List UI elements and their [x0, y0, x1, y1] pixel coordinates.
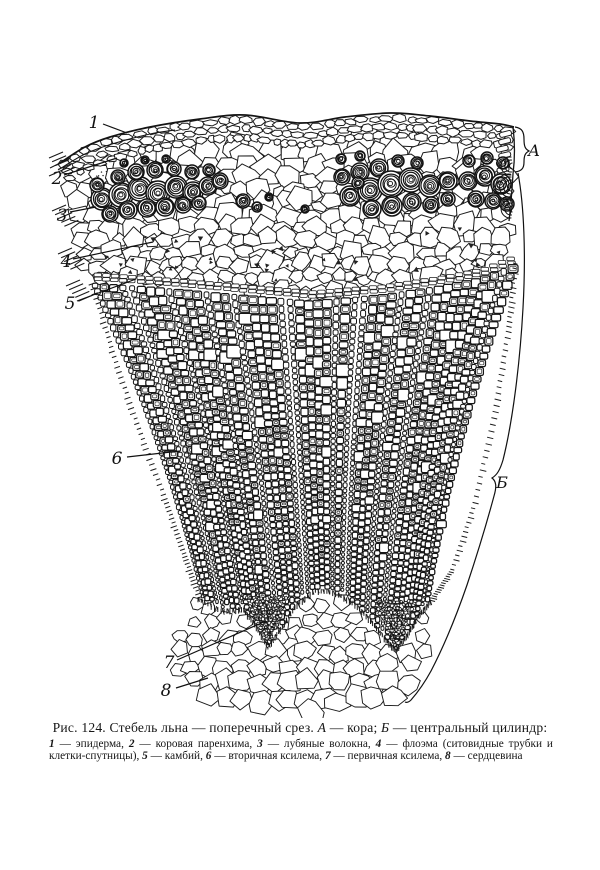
figure-legend [49, 738, 553, 764]
region-label-1: 1 [88, 113, 100, 133]
region-label-7: 7 [163, 653, 175, 673]
legend-item: 3 — лубяные волокна, [257, 737, 376, 750]
leader-1 [103, 124, 127, 133]
region-label-2: 2 [51, 169, 63, 189]
legend-item: 8 — сердцевина [445, 750, 523, 763]
figure-caption-title [20, 720, 580, 735]
caption-text: — центральный цилиндр: [389, 720, 548, 735]
legend-item-number: 4 [375, 737, 382, 750]
region-label-6: 6 [111, 449, 123, 469]
region-label-8: 8 [160, 681, 172, 701]
caption-letter: А [317, 720, 327, 735]
legend-item: 2 — коровая паренхима, [128, 737, 258, 750]
legend-item-number: 2 [128, 737, 135, 750]
region-label-3: 3 [56, 206, 68, 226]
region-label-B: Б [496, 473, 508, 492]
caption-letter: Б [381, 720, 390, 735]
legend-item: 4 — флоэма (ситовидные трубки и клетки-спутницы), [49, 737, 553, 763]
legend-item-number: 3 [257, 737, 263, 750]
cortex-brace [515, 127, 529, 172]
legend-item-number: 5 [142, 750, 148, 763]
legend-item: 7 — первичная ксилема, [324, 750, 446, 763]
tissue-drawing [49, 113, 519, 718]
legend-item-number: 7 [324, 750, 331, 763]
legend-item-number: 8 [445, 750, 451, 763]
region-label-4: 4 [60, 252, 72, 272]
legend-item: 5 — камбий, [142, 750, 206, 763]
caption-text: — кора; [326, 720, 382, 735]
region-label-5: 5 [64, 294, 76, 314]
legend-item: 6 — вторичная ксилема, [205, 750, 325, 763]
legend-item-number: 6 [205, 750, 212, 763]
region-label-A: А [527, 141, 541, 160]
legend-item-number: 1 [49, 737, 55, 750]
legend-item: 1 — эпидерма, [49, 737, 129, 750]
caption-text: Рис. 124. Стебель льна — поперечный срез. [52, 720, 318, 735]
